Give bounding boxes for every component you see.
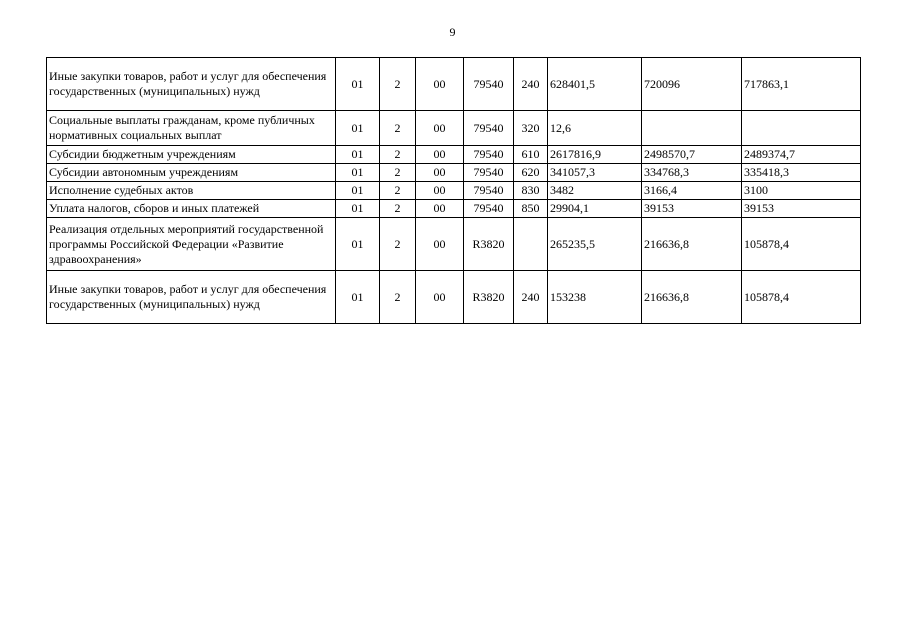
subprogram-code-cell: 2 xyxy=(380,182,416,200)
amount-year3-cell xyxy=(742,111,861,146)
section-code-cell: 01 xyxy=(336,200,380,218)
table-row xyxy=(47,164,861,182)
amount-year3-cell: 717863,1 xyxy=(742,58,861,111)
event-code-cell: 00 xyxy=(416,200,464,218)
expense-type-cell: 240 xyxy=(514,271,548,324)
amount-year1-cell: 341057,3 xyxy=(548,164,642,182)
row-name-cell: Исполнение судебных актов xyxy=(47,182,336,200)
section-code-cell: 01 xyxy=(336,218,380,271)
subprogram-code-cell: 2 xyxy=(380,200,416,218)
event-code-cell: 00 xyxy=(416,218,464,271)
table-row xyxy=(47,200,861,218)
table-row xyxy=(47,146,861,164)
amount-year3-cell: 3100 xyxy=(742,182,861,200)
amount-year1-cell: 628401,5 xyxy=(548,58,642,111)
event-code-cell: 00 xyxy=(416,164,464,182)
row-name-cell: Субсидии бюджетным учреждениям xyxy=(47,146,336,164)
amount-year1-cell: 153238 xyxy=(548,271,642,324)
event-code-cell: 00 xyxy=(416,271,464,324)
amount-year3-cell: 2489374,7 xyxy=(742,146,861,164)
table-row xyxy=(47,271,861,324)
event-code-cell: 00 xyxy=(416,182,464,200)
direction-code-cell: R3820 xyxy=(464,218,514,271)
subprogram-code-cell: 2 xyxy=(380,218,416,271)
subprogram-code-cell: 2 xyxy=(380,271,416,324)
row-name-cell: Субсидии автономным учреждениям xyxy=(47,164,336,182)
direction-code-cell: 79540 xyxy=(464,164,514,182)
section-code-cell: 01 xyxy=(336,271,380,324)
amount-year1-cell: 3482 xyxy=(548,182,642,200)
subprogram-code-cell: 2 xyxy=(380,58,416,111)
direction-code-cell: 79540 xyxy=(464,182,514,200)
event-code-cell: 00 xyxy=(416,146,464,164)
amount-year2-cell: 334768,3 xyxy=(642,164,742,182)
section-code-cell: 01 xyxy=(336,146,380,164)
amount-year3-cell: 335418,3 xyxy=(742,164,861,182)
amount-year2-cell: 216636,8 xyxy=(642,218,742,271)
row-name-cell: Реализация отдельных мероприятий государственной программы Российской Федерации «Развитие здравоохранения» xyxy=(47,218,336,271)
section-code-cell: 01 xyxy=(336,58,380,111)
amount-year1-cell: 265235,5 xyxy=(548,218,642,271)
table-row xyxy=(47,58,861,111)
row-name-cell: Иные закупки товаров, работ и услуг для обеспечения государственных (муниципальных) нужд xyxy=(47,271,336,324)
amount-year2-cell: 2498570,7 xyxy=(642,146,742,164)
amount-year3-cell: 39153 xyxy=(742,200,861,218)
subprogram-code-cell: 2 xyxy=(380,164,416,182)
table-row xyxy=(47,111,861,146)
section-code-cell: 01 xyxy=(336,111,380,146)
expense-type-cell: 850 xyxy=(514,200,548,218)
subprogram-code-cell: 2 xyxy=(380,111,416,146)
direction-code-cell: 79540 xyxy=(464,200,514,218)
amount-year3-cell: 105878,4 xyxy=(742,218,861,271)
amount-year2-cell: 720096 xyxy=(642,58,742,111)
amount-year2-cell xyxy=(642,111,742,146)
direction-code-cell: 79540 xyxy=(464,111,514,146)
row-name-cell: Иные закупки товаров, работ и услуг для обеспечения государственных (муниципальных) нужд xyxy=(47,58,336,111)
table-row xyxy=(47,182,861,200)
subprogram-code-cell: 2 xyxy=(380,146,416,164)
amount-year1-cell: 2617816,9 xyxy=(548,146,642,164)
amount-year1-cell: 29904,1 xyxy=(548,200,642,218)
expense-type-cell: 240 xyxy=(514,58,548,111)
expense-type-cell: 610 xyxy=(514,146,548,164)
budget-table xyxy=(46,57,861,324)
page-number: 9 xyxy=(449,25,456,39)
expense-type-cell: 620 xyxy=(514,164,548,182)
row-name-cell: Социальные выплаты гражданам, кроме публичных нормативных социальных выплат xyxy=(47,111,336,146)
expense-type-cell: 830 xyxy=(514,182,548,200)
amount-year1-cell: 12,6 xyxy=(548,111,642,146)
expense-type-cell: 320 xyxy=(514,111,548,146)
section-code-cell: 01 xyxy=(336,164,380,182)
amount-year3-cell: 105878,4 xyxy=(742,271,861,324)
section-code-cell: 01 xyxy=(336,182,380,200)
event-code-cell: 00 xyxy=(416,111,464,146)
direction-code-cell: 79540 xyxy=(464,146,514,164)
amount-year2-cell: 3166,4 xyxy=(642,182,742,200)
table-row xyxy=(47,218,861,271)
expense-type-cell xyxy=(514,218,548,271)
direction-code-cell: 79540 xyxy=(464,58,514,111)
event-code-cell: 00 xyxy=(416,58,464,111)
amount-year2-cell: 39153 xyxy=(642,200,742,218)
direction-code-cell: R3820 xyxy=(464,271,514,324)
amount-year2-cell: 216636,8 xyxy=(642,271,742,324)
row-name-cell: Уплата налогов, сборов и иных платежей xyxy=(47,200,336,218)
